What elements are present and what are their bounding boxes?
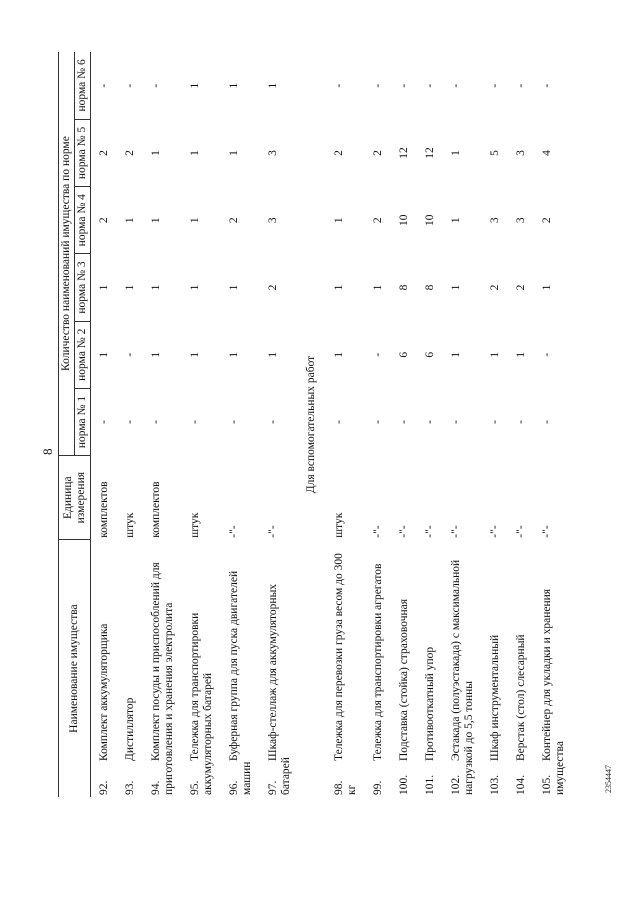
row-number: 104.	[515, 774, 527, 795]
cell-unit: штук	[333, 512, 345, 538]
cell-norm-2: 6	[398, 351, 410, 358]
cell-norm-1: -	[398, 420, 410, 424]
table-row	[221, 52, 260, 797]
cell-norm-2: 1	[150, 351, 162, 358]
row-name: Комплект аккумуляторщика	[98, 623, 110, 761]
cell-norm-3: 2	[489, 284, 501, 291]
cell-norm-6: -	[424, 83, 436, 88]
row-name: Противооткатный упор	[424, 646, 436, 761]
cell-norm-3: 2	[267, 284, 279, 291]
cell-norm-4: 3	[515, 217, 527, 224]
header-norm-5: норма № 5	[75, 119, 91, 186]
cell-name	[443, 540, 482, 797]
cell-unit: комплектов	[150, 481, 162, 538]
cell-norm-5: 2	[124, 150, 136, 156]
row-name: Верстак (стол) слесарный	[515, 634, 527, 761]
cell-norm-1: -	[489, 420, 501, 424]
cell-norm-4: 1	[450, 217, 462, 224]
cell-norm-2: 1	[515, 351, 527, 358]
cell-name	[260, 540, 299, 797]
row-number: 100.	[398, 774, 410, 795]
cell-norm-1: -	[541, 420, 553, 424]
cell-norm-1: -	[189, 420, 201, 424]
table-row	[443, 52, 482, 797]
row-number: 98.	[333, 780, 345, 795]
row-number: 99.	[372, 780, 384, 795]
header-norm-1: норма № 1	[75, 388, 91, 455]
header-norm-3: норма № 3	[75, 254, 91, 321]
table-body-a	[91, 52, 300, 797]
cell-norm-1: -	[150, 420, 162, 424]
cell-norm-6: -	[398, 83, 410, 88]
cell-unit: -"-	[267, 525, 279, 538]
cell-norm-1: -	[267, 420, 279, 424]
cell-norm-2: 1	[228, 351, 240, 358]
cell-norm-4: 1	[124, 217, 136, 224]
cell-unit: -"-	[372, 525, 384, 538]
cell-norm-3: 1	[450, 284, 462, 291]
cell-norm-2: 1	[189, 351, 201, 358]
cell-norm-3: 2	[515, 284, 527, 291]
cell-norm-3: 1	[150, 284, 162, 291]
table-row	[260, 52, 299, 797]
cell-name	[417, 540, 443, 797]
cell-name	[143, 540, 182, 797]
cell-norm-4: 3	[489, 217, 501, 224]
cell-unit: комплектов	[98, 481, 110, 538]
table-row	[508, 52, 534, 797]
cell-norm-5: 1	[150, 150, 162, 156]
cell-norm-4: 1	[189, 217, 201, 224]
header-norm-6: норма № 6	[75, 52, 91, 119]
table-row	[365, 52, 391, 797]
cell-unit: штук	[124, 512, 136, 538]
cell-norm-6: -	[515, 83, 527, 88]
cell-name	[326, 540, 365, 797]
cell-norm-6: -	[98, 83, 110, 88]
cell-norm-6: -	[489, 83, 501, 88]
cell-norm-2: -	[372, 352, 384, 357]
cell-norm-1: -	[372, 420, 384, 424]
page-number: 8	[40, 448, 55, 455]
cell-norm-2: 1	[450, 351, 462, 358]
row-number: 93.	[124, 780, 136, 795]
cell-name	[182, 540, 221, 797]
cell-name	[508, 540, 534, 797]
table-row	[391, 52, 417, 797]
section-title: Для вспомогательных работ	[305, 355, 317, 494]
row-name: Контейнер для укладки и хранения имущества	[541, 588, 566, 795]
cell-name	[365, 540, 391, 797]
cell-norm-5: 2	[98, 150, 110, 156]
doc-id: 2354447	[604, 765, 613, 793]
row-name: Шкаф-стеллаж для аккумуляторных батарей	[267, 583, 292, 795]
header-name: Наименование имущества	[59, 540, 91, 797]
row-name: Подставка (стойка) страховочная	[398, 598, 410, 761]
cell-norm-2: -	[124, 352, 136, 357]
cell-norm-6: 1	[228, 82, 240, 89]
cell-norm-2: 1	[267, 351, 279, 358]
table-row	[117, 52, 143, 797]
table-row	[482, 52, 508, 797]
cell-norm-3: 8	[398, 284, 410, 291]
cell-norm-5: 3	[267, 150, 279, 156]
row-number: 101.	[424, 774, 436, 795]
row-number: 105.	[541, 774, 553, 795]
cell-norm-1: -	[333, 420, 345, 424]
cell-norm-5: 4	[541, 150, 553, 156]
header-unit: Единица измерения	[59, 456, 91, 540]
cell-norm-2: 1	[98, 351, 110, 358]
cell-unit: -"-	[228, 525, 240, 538]
cell-norm-4: 3	[267, 217, 279, 224]
cell-norm-4: 2	[372, 217, 384, 224]
cell-norm-4: 2	[98, 217, 110, 224]
cell-name	[221, 540, 260, 797]
table-body-b	[326, 52, 573, 797]
cell-norm-6: 1	[267, 82, 279, 89]
cell-norm-3: 1	[124, 284, 136, 291]
cell-norm-5: 1	[228, 150, 240, 156]
cell-norm-4: 1	[333, 217, 345, 224]
row-name: Тележка для транспортировки аккумуляторных батарей	[189, 612, 214, 795]
cell-norm-3: 8	[424, 284, 436, 291]
cell-norm-6: -	[450, 83, 462, 88]
row-number: 95.	[189, 780, 201, 795]
cell-norm-4: 10	[398, 214, 410, 226]
cell-norm-2: 1	[333, 351, 345, 358]
cell-norm-5: 2	[333, 150, 345, 156]
cell-name	[482, 540, 508, 797]
cell-norm-2: -	[541, 352, 553, 357]
cell-norm-1: -	[515, 420, 527, 424]
cell-norm-3: 1	[541, 284, 553, 291]
cell-unit: -"-	[515, 525, 527, 538]
cell-unit: -"-	[424, 525, 436, 538]
row-number: 102.	[450, 774, 462, 795]
row-name: Комплект посуды и приспособлений для приготовления и хранения электролита	[150, 562, 175, 795]
cell-norm-3: 1	[333, 284, 345, 291]
cell-norm-4: 2	[228, 217, 240, 224]
cell-norm-4: 2	[541, 217, 553, 224]
cell-norm-1: -	[424, 420, 436, 424]
cell-norm-5: 1	[189, 150, 201, 156]
cell-norm-5: 2	[372, 150, 384, 156]
cell-norm-5: 3	[515, 150, 527, 156]
cell-norm-5: 5	[489, 150, 501, 156]
row-number: 97.	[267, 780, 279, 795]
cell-norm-6: -	[124, 83, 136, 88]
cell-unit: -"-	[450, 525, 462, 538]
row-name: Тележка для транспортировки агрегатов	[372, 563, 384, 761]
cell-norm-1: -	[228, 420, 240, 424]
row-number: 96.	[228, 780, 240, 795]
cell-norm-6: -	[541, 83, 553, 88]
row-number: 94.	[150, 780, 162, 795]
table-row	[326, 52, 365, 797]
cell-norm-2: 1	[489, 351, 501, 358]
table-row	[534, 52, 573, 797]
row-name: Эстакада (полуэстакада) с максимальной нагрузкой до 5,5 тонны	[450, 559, 475, 795]
row-name: Тележка для перевозки груза весом до 300 кг	[333, 553, 358, 795]
cell-norm-6: -	[372, 83, 384, 88]
row-name: Дистиллятор	[124, 697, 136, 761]
row-name: Шкаф инструментальный	[489, 634, 501, 761]
cell-norm-1: -	[98, 420, 110, 424]
cell-name	[391, 540, 417, 797]
cell-unit: штук	[189, 512, 201, 538]
cell-norm-5: 12	[424, 147, 436, 159]
cell-norm-1: -	[124, 420, 136, 424]
cell-unit: -"-	[398, 525, 410, 538]
cell-norm-1: -	[450, 420, 462, 424]
cell-unit: -"-	[541, 525, 553, 538]
table-row	[182, 52, 221, 797]
header-qty: Количество наименований имущества по норме	[59, 52, 75, 456]
cell-norm-5: 1	[450, 150, 462, 156]
cell-name	[534, 540, 573, 797]
row-number: 92.	[98, 780, 110, 795]
cell-norm-3: 1	[98, 284, 110, 291]
row-name: Буферная группа для пуска двигателей машин	[228, 570, 253, 795]
cell-norm-5: 12	[398, 147, 410, 159]
cell-norm-2: 6	[424, 351, 436, 358]
cell-norm-3: 1	[372, 284, 384, 291]
cell-norm-4: 10	[424, 214, 436, 226]
cell-norm-6: -	[333, 83, 345, 88]
row-number: 103.	[489, 774, 501, 795]
table-row	[417, 52, 443, 797]
cell-norm-3: 1	[189, 284, 201, 291]
table-row	[91, 52, 118, 797]
header-norm-4: норма № 4	[75, 187, 91, 254]
cell-norm-3: 1	[228, 284, 240, 291]
cell-norm-6: 1	[189, 82, 201, 89]
cell-name	[91, 540, 118, 797]
cell-norm-6: -	[150, 83, 162, 88]
cell-unit: -"-	[489, 525, 501, 538]
property-table	[58, 52, 573, 797]
table-row	[143, 52, 182, 797]
cell-name	[117, 540, 143, 797]
cell-norm-4: 1	[150, 217, 162, 224]
header-norm-2: норма № 2	[75, 321, 91, 388]
